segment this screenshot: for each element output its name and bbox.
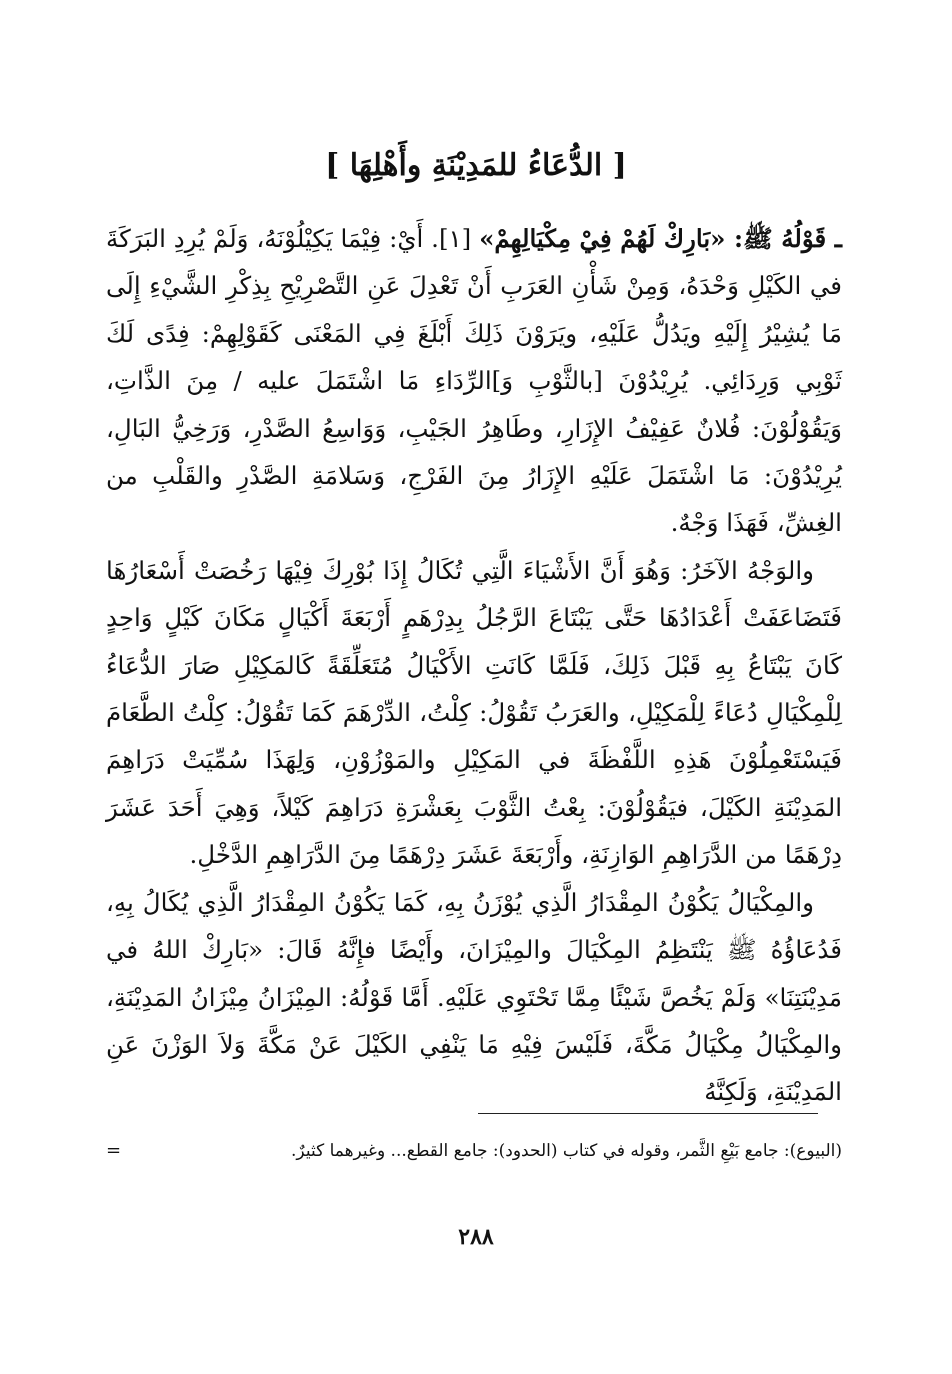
- paragraph-text: والمِكْيَالُ يَكُوْنُ المِقْدَارُ الَّذِي يُوْزَنُ بِهِ، كَمَا يَكُوْنُ المِقْدَارُ الَّذِي يُكَالُ بِهِ، فَدُعَاؤُهُ ﷺ يَنْتَظِمُ المِكْيَالَ والمِيْزَانَ، وأَيْضًا فإِنَّهُ قَالَ: «بَارِكْ اللهُ في مَدِيْنَتِنَا» وَلَمْ يَخُصَّ شَيْئًا مِمَّا تَحْتَوِي عَلَيْهِ. أَمَّا قَوْلُهُ: المِيْزَانُ مِيْزَانُ المَدِيْنَةِ، والمِكْيَالُ مِكْيَالُ مَكَّةَ، فَلَيْسَ فِيْهِ مَا يَنْفِي الكَيْلَ عَنْ مَكَّةَ وَلاَ الوَزْنَ عَنِ المَدِيْنَةِ، وَلَكِنَّهُ: [106, 887, 843, 1107]
- footnote-text: (البيوع): جامع بَيْعِ الثَّمر، وقوله في كتاب (الحدود): جامع القطع... وغيرهما كثيرٌ.: [291, 1141, 842, 1161]
- main-text: [106, 215, 842, 1116]
- section-heading: [ الدُّعَاءُ للمَدِيْنَةِ وأَهْلِهَا ]: [325, 148, 627, 183]
- hadith-quote: ـ قَوْلُهُ ﷺ: «بَارِكْ لَهُمْ فِيْ مِكْيَالِهِمْ»: [479, 224, 842, 253]
- footnote-divider: [478, 1113, 818, 1114]
- footnote-continuation-mark: =: [106, 1140, 122, 1161]
- page-number: ٢٨٨: [458, 1224, 494, 1250]
- paragraph-3: [106, 879, 842, 1116]
- footnote: [106, 1138, 842, 1164]
- paragraph-1: [106, 215, 842, 547]
- paragraph-text: [١]. أَيْ: فِيْمَا يَكِيْلُوْنَهُ، وَلَمْ يُرِدِ البَرَكَةَ في الكَيْلِ وَحْدَهُ، وَمِنْ شَأْنِ العَرَبِ أَنْ تَعْدِلَ عَنِ التَّصْرِيْحِ بِذِكْرِ الشَّيْءِ إِلَى مَا يُشِيْرُ إِلَيْهِ ويَدُلُّ عَلَيْهِ، ويَرَوْنَ ذَلِكَ أَبْلَغَ فِي المَعْنَى كَقَوْلِهِمْ: فِدًى لَكَ ثَوْبِي وَرِدَائِي. يُرِيْدُوْنَ [بالثَّوْبِ وَ]الرِّدَاءِ مَا اشْتَمَلَ عليه / مِنَ الذَّاتِ، وَيَقُوْلُوْنَ: فُلانٌ عَفِيْفُ الإِزَارِ، وطَاهِرُ الجَيْبِ، وَوَاسِعُ الصَّدْرِ، وَرَخِيُّ البَالِ، يُرِيْدُوْنَ: مَا اشْتَمَلَ عَلَيْهِ الإِزَارُ مِنَ الفَرْجِ، وَسَلامَةِ الصَّدْرِ والقَلْبِ من الغِشِّ، فَهَذَا وَجْهٌ.: [106, 224, 842, 538]
- paragraph-text: والوَجْهُ الآخَرُ: وَهُوَ أَنَّ الأَشْيَاءَ الَّتِي تُكَالُ إِذَا بُوْرِكَ فِيْهَا رَخُصَتْ أَسْعَارُهَا فَتَضَاعَفَتْ أَعْدَادُهَا حَتَّى يَبْتَاعَ الرَّجُلُ بِدِرْهَمٍ أَرْبَعَةَ أَكْيَالٍ مَكَانَ كَيْلٍ وَاحِدٍ كَانَ يَبْتَاعُ بِهِ قَبْلَ ذَلِكَ، فَلَمَّا كَانَتِ الأَكْيَالُ مُتَعَلِّقَةً كَالمَكِيْلِ صَارَ الدُّعَاءُ لِلْمِكْيَالِ دُعَاءً لِلْمَكِيْلِ، والعَرَبُ تَقُوْلُ: كِلْتُ، الدِّرْهَمَ كَمَا تَقُوْلُ: كِلْتُ الطَّعَامَ فَيَسْتَعْمِلُوْنَ هَذِهِ اللَّفْظَةَ في المَكِيْلِ والمَوْزُوْنِ، وَلِهَذَا سُمِّيَتْ دَرَاهِمَ المَدِيْنَةِ الكَيْلَ، فيَقُوْلُوْنَ: بِعْتُ الثَّوْبَ بِعَشْرَةِ دَرَاهِمَ كَيْلاً، وَهِيَ أَحَدَ عَشَرَ دِرْهَمًا من الدَّرَاهِمِ الوَازِنَةِ، وأَرْبَعَةَ عَشَرَ دِرْهَمًا مِنَ الدَّرَاهِمِ الدَّخْلِ.: [106, 555, 842, 870]
- paragraph-2: [106, 547, 842, 879]
